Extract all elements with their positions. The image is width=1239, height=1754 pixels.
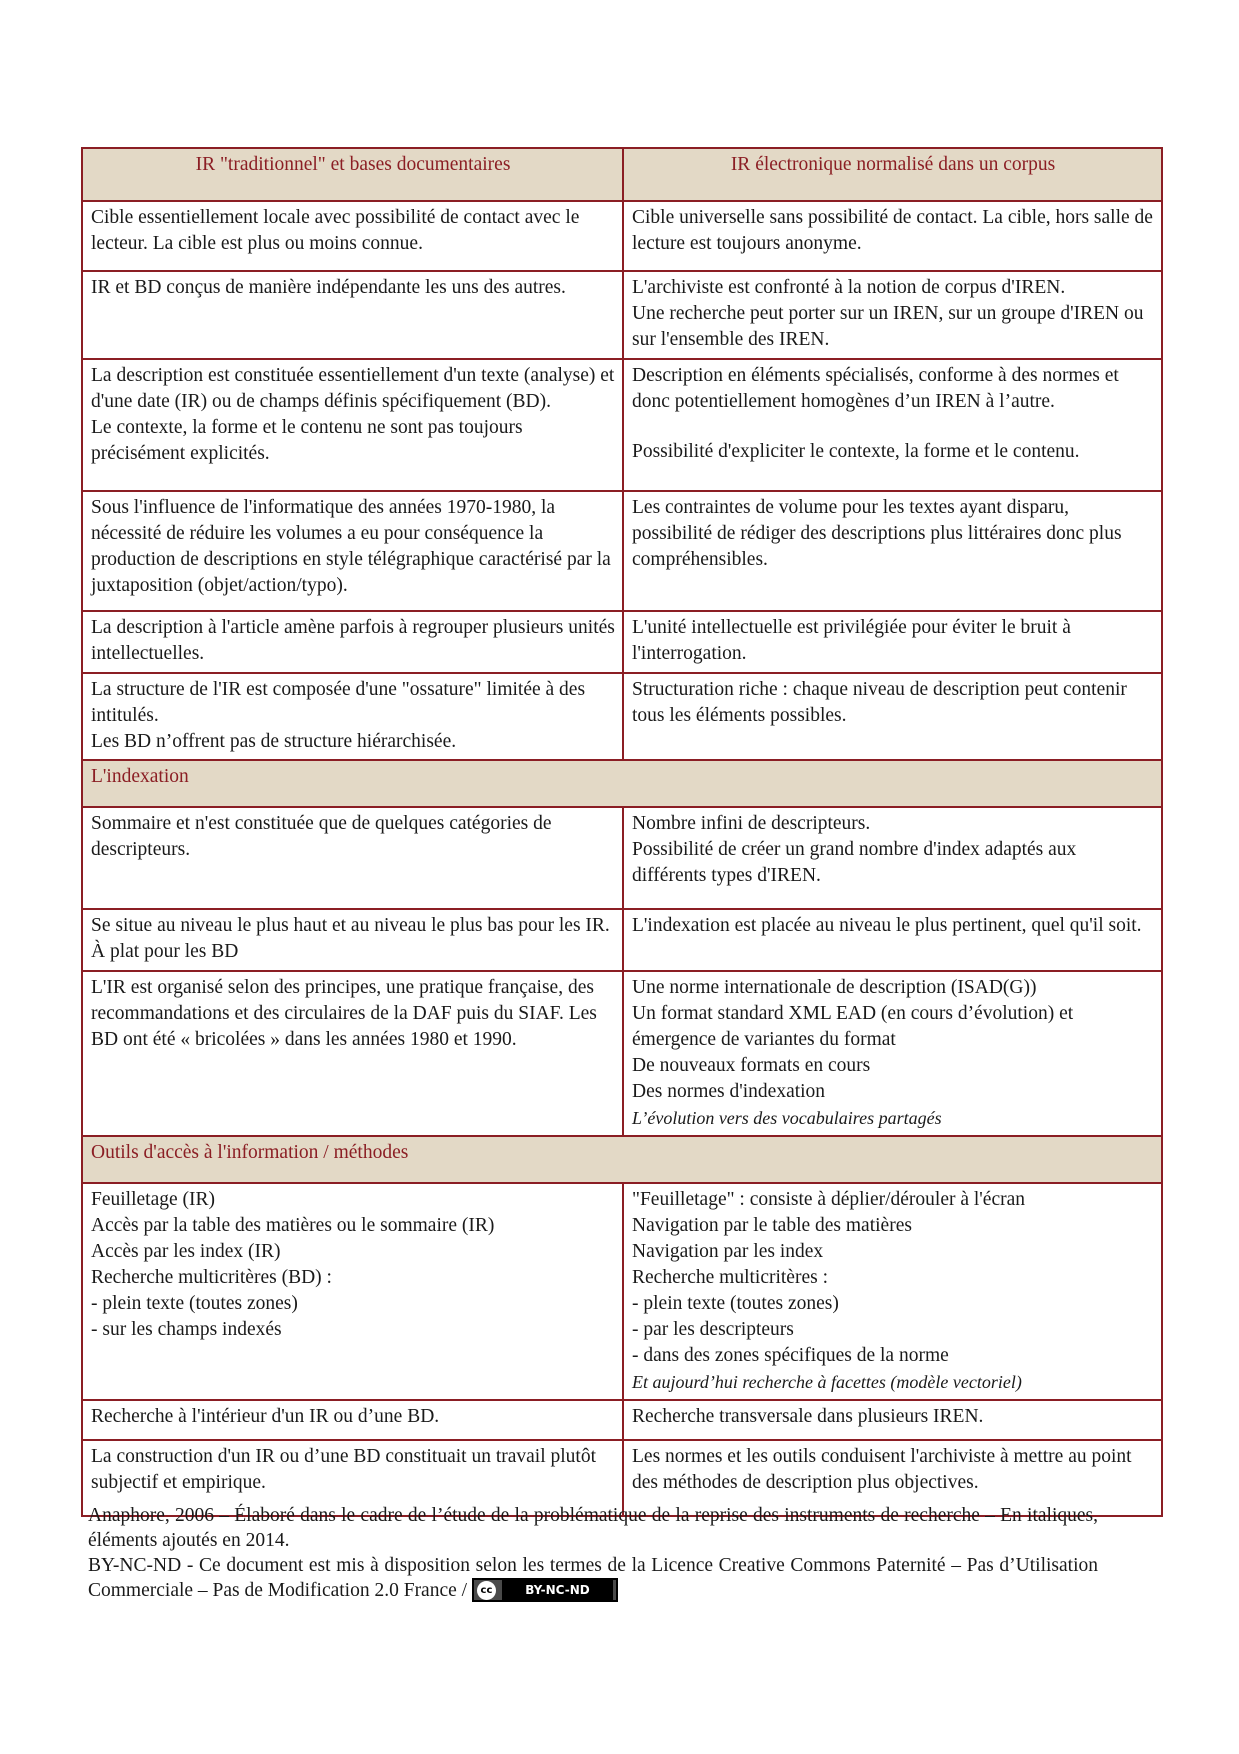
cell-text-line: Cible essentiellement locale avec possibilité de contact avec le lecteur. La cible est plus ou moins connue. [91, 207, 580, 254]
cell-right [623, 201, 1162, 271]
cell-text-line: L'IR est organisé selon des principes, une pratique française, des recommandations et des circulaires de la DAF puis du SIAF. Les BD ont été « bricolées » dans les années 1980 et 1990. [91, 977, 597, 1050]
cell-text-line: Un format standard XML EAD (en cours d’évolution) et émergence de variantes du format [632, 1003, 1074, 1050]
cell-text-line: Possibilité de créer un grand nombre d'index adaptés aux différents types d'IREN. [632, 839, 1077, 886]
cell-text-line: Sommaire et n'est constituée que de quelques catégories de descripteurs. [91, 813, 552, 860]
cell-right [623, 1183, 1162, 1400]
cell-text-line: Recherche multicritères (BD) : [91, 1267, 332, 1288]
cell-right [623, 1400, 1162, 1440]
cc-badge-label: BY-NC-ND [502, 1580, 613, 1600]
cell-text-line: Recherche à l'intérieur d'un IR ou d’une BD. [91, 1406, 440, 1427]
table-header-row [82, 148, 1162, 201]
cell-text-line: Description en éléments spécialisés, conforme à des normes et donc potentiellement homogènes d’un IREN à l’autre. [632, 365, 1119, 412]
cell-right [623, 971, 1162, 1136]
table-row [82, 201, 1162, 271]
cell-text-line: Possibilité d'expliciter le contexte, la forme et le contenu. [632, 441, 1080, 462]
cell-text-line: - par les descripteurs [632, 1319, 794, 1340]
cell-text-line: Les normes et les outils conduisent l'archiviste à mettre au point des méthodes de description plus objectives. [632, 1446, 1132, 1493]
cell-left [82, 611, 623, 673]
cell-text-line: Accès par la table des matières ou le sommaire (IR) [91, 1215, 495, 1236]
cc-logo-icon: cc [477, 1581, 496, 1600]
cell-text-line: Les contraintes de volume pour les textes ayant disparu, possibilité de rédiger des descriptions plus littéraires donc plus compréhensibles. [632, 497, 1122, 570]
cell-text-line: L'archiviste est confronté à la notion de corpus d'IREN. [632, 277, 1066, 298]
cell-text-line: Sous l'influence de l'informatique des années 1970-1980, la nécessité de réduire les volumes a eu pour conséquence la production de descriptions en style télégraphique caractérisé par la juxtaposition (objet/action/typo). [91, 497, 611, 596]
header-left: IR "traditionnel" et bases documentaires [82, 148, 623, 201]
cell-text-line: L'indexation est placée au niveau le plus pertinent, quel qu'il soit. [632, 915, 1142, 936]
cell-left [82, 491, 623, 611]
cc-license-badge [472, 1578, 618, 1602]
header-right: IR électronique normalisé dans un corpus [623, 148, 1162, 201]
cell-text-line: - plein texte (toutes zones) [632, 1293, 839, 1314]
cell-text-line: - dans des zones spécifiques de la norme [632, 1345, 949, 1366]
cell-text-line: Structuration riche : chaque niveau de description peut contenir tous les éléments possibles. [632, 679, 1127, 726]
cell-right [623, 271, 1162, 359]
cell-right [623, 359, 1162, 491]
cell-text-line: De nouveaux formats en cours [632, 1055, 871, 1076]
table-row [82, 1400, 1162, 1440]
table-row [82, 611, 1162, 673]
footer-source-note: Anaphore, 2006 – Élaboré dans le cadre de l’étude de la problématique de la reprise des instruments de recherche – En italiques, éléments ajoutés en 2014. [88, 1505, 1098, 1551]
cell-text-line: La description est constituée essentiellement d'un texte (analyse) et d'une date (IR) ou de champs définis spécifiquement (BD). [91, 365, 615, 412]
section-row [82, 1136, 1162, 1183]
cell-text-line: Une norme internationale de description (ISAD(G)) [632, 977, 1037, 998]
cell-left [82, 673, 623, 760]
cell-text-line: Se situe au niveau le plus haut et au niveau le plus bas pour les IR. À plat pour les BD [91, 915, 610, 962]
cell-left [82, 1183, 623, 1400]
cell-text-line: Des normes d'indexation [632, 1081, 826, 1102]
cell-text-line: Navigation par les index [632, 1241, 824, 1262]
cell-right [623, 611, 1162, 673]
cell-text-line: Feuilletage (IR) [91, 1189, 215, 1210]
cell-text-line: La construction d'un IR ou d’une BD constituait un travail plutôt subjectif et empirique. [91, 1446, 597, 1493]
cell-text-line: - sur les champs indexés [91, 1319, 282, 1340]
section-title: L'indexation [82, 760, 1162, 807]
table-body [82, 148, 1162, 1516]
table-row [82, 909, 1162, 971]
cell-left [82, 1400, 623, 1440]
cell-text-line: Recherche multicritères : [632, 1267, 828, 1288]
cell-right [623, 909, 1162, 971]
cell-text-line: Accès par les index (IR) [91, 1241, 281, 1262]
table-row [82, 359, 1162, 491]
table-row [82, 271, 1162, 359]
cell-text-line: L'unité intellectuelle est privilégiée pour éviter le bruit à l'interrogation. [632, 617, 1071, 664]
cell-left [82, 359, 623, 491]
cell-left [82, 807, 623, 909]
section-title: Outils d'accès à l'information / méthodes [82, 1136, 1162, 1183]
cell-text-line: "Feuilletage" : consiste à déplier/dérouler à l'écran [632, 1189, 1026, 1210]
cell-text-line: Nombre infini de descripteurs. [632, 813, 871, 834]
cell-text-line: La structure de l'IR est composée d'une "ossature" limitée à des intitulés. [91, 679, 586, 726]
cell-text-line: Une recherche peut porter sur un IREN, sur un groupe d'IREN ou sur l'ensemble des IREN. [632, 303, 1144, 350]
cell-right [623, 807, 1162, 909]
table-row [82, 971, 1162, 1136]
cell-left [82, 909, 623, 971]
cell-text-line: Le contexte, la forme et le contenu ne sont pas toujours précisément explicités. [91, 417, 523, 464]
table-row [82, 673, 1162, 760]
cell-text-line: Navigation par le table des matières [632, 1215, 912, 1236]
table-row [82, 491, 1162, 611]
cell-text-line: IR et BD conçus de manière indépendante les uns des autres. [91, 277, 566, 298]
cell-right [623, 673, 1162, 760]
table-row [82, 807, 1162, 909]
cell-text-line: Recherche transversale dans plusieurs IREN. [632, 1406, 984, 1427]
cell-text-line: - plein texte (toutes zones) [91, 1293, 298, 1314]
cell-left [82, 271, 623, 359]
cell-text-line: Les BD n’offrent pas de structure hiérarchisée. [91, 731, 457, 752]
cell-text-line: L’évolution vers des vocabulaires partagés [632, 1108, 942, 1128]
footer-license-line [88, 1553, 1098, 1604]
cell-text-line: La description à l'article amène parfois à regrouper plusieurs unités intellectuelles. [91, 617, 615, 664]
cell-text-line: Et aujourd’hui recherche à facettes (modèle vectoriel) [632, 1372, 1022, 1392]
cell-text-line: Cible universelle sans possibilité de contact. La cible, hors salle de lecture est toujours anonyme. [632, 207, 1153, 254]
cell-left [82, 201, 623, 271]
cell-right [623, 491, 1162, 611]
cell-left [82, 971, 623, 1136]
comparison-table [81, 147, 1163, 1517]
footer-license-text: BY-NC-ND - Ce document est mis à disposition selon les termes de la Licence Creative Commons Paternité – Pas d’Utilisation Commerciale – Pas de Modification 2.0 France / [88, 1555, 1098, 1601]
section-row [82, 760, 1162, 807]
table-row [82, 1183, 1162, 1400]
document-footer [88, 1503, 1098, 1604]
